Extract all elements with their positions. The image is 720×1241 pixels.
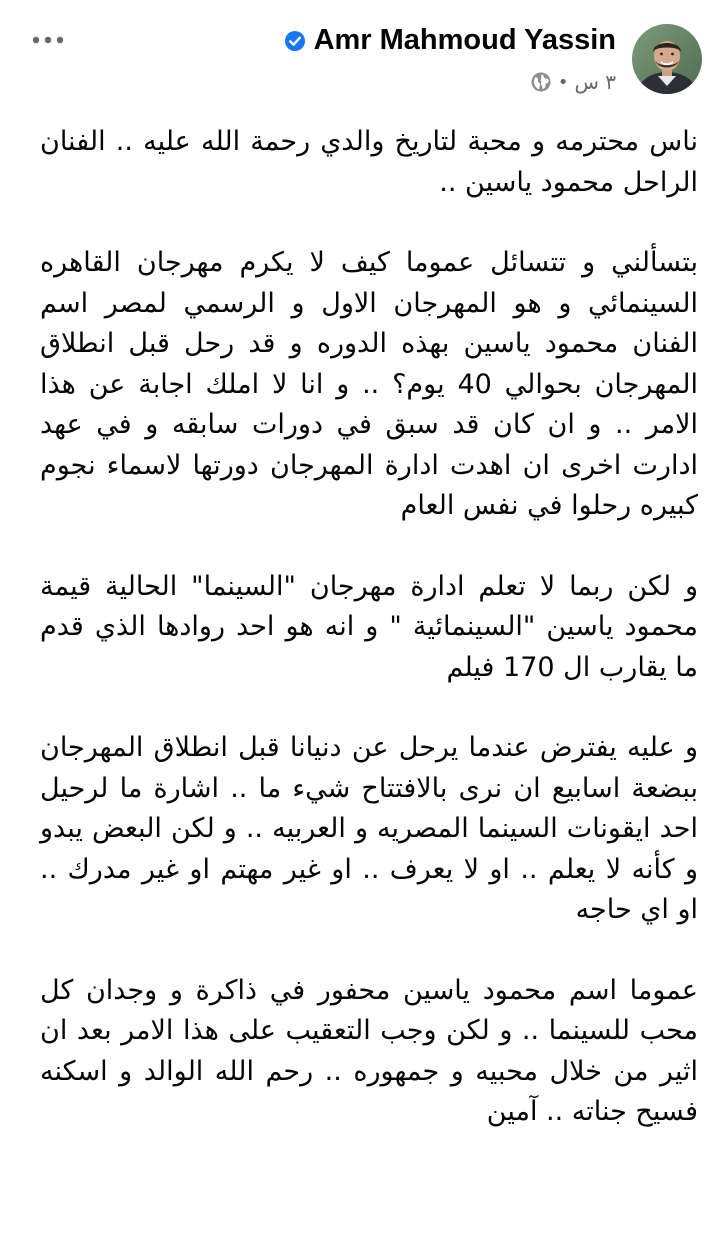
post-paragraph: ناس محترمه و محبة لتاريخ والدي رحمة الله عليه .. الفنان الراحل محمود ياسين .. <box>40 126 698 198</box>
post-meta <box>530 70 616 94</box>
author-row <box>284 24 616 57</box>
more-options-button[interactable] <box>28 26 68 54</box>
globe-icon[interactable] <box>530 71 552 93</box>
post-body <box>40 122 698 1133</box>
avatar-image <box>632 24 702 94</box>
verified-badge-icon <box>284 30 306 52</box>
post-timestamp[interactable]: ٣ س <box>574 70 616 94</box>
meta-separator: • <box>557 71 569 93</box>
post-paragraph: و لكن ربما لا تعلم ادارة مهرجان "السينما" الحالية قيمة محمود ياسين "السينمائية " و انه هو احد روادها الذي قدم ما يقارب ال 170 فيلم <box>40 570 698 683</box>
post-paragraph: عموما اسم محمود ياسين محفور في ذاكرة و وجدان كل محب للسينما .. و لكن وجب التعقيب على هذا الامر بعد ان اثير من خلال محبيه و جمهوره .. رحم الله الوالد و اسكنه فسيح جناته .. آمين <box>40 974 698 1127</box>
post-header <box>0 0 720 108</box>
author-avatar[interactable] <box>632 24 702 94</box>
post-paragraph: بتسألني و تتسائل عموما كيف لا يكرم مهرجان القاهره السينمائي و هو المهرجان الاول و الرسمي لمصر اسم الفنان محمود ياسين بهذه الدوره و قد رحل قبل انطلاق المهرجان بحوالي 40 يوم؟ .. و انا لا املك اجابة عن هذا الامر .. و ان كان قد سبق في دورات سابقه و في عهد ادارت اخرى ان اهدت ادارة المهرجان دورتها لاسماء نجوم كبيره رحلوا في نفس العام <box>40 247 698 521</box>
more-options-icon <box>32 36 64 44</box>
post-paragraph: و عليه يفترض عندما يرحل عن دنيانا قبل انطلاق المهرجان ببضعة اسابيع ان نرى بالافتتاح شيء ما .. اشارة ما لرحيل احد ايقونات السينما المصريه و العربيه .. و لكن البعض يبدو و كأنه لا يعلم .. او لا يعرف .. او غير مهتم او غير مدرك .. او اي حاجه <box>40 732 698 925</box>
author-name[interactable]: Amr Mahmoud Yassin <box>313 24 616 56</box>
